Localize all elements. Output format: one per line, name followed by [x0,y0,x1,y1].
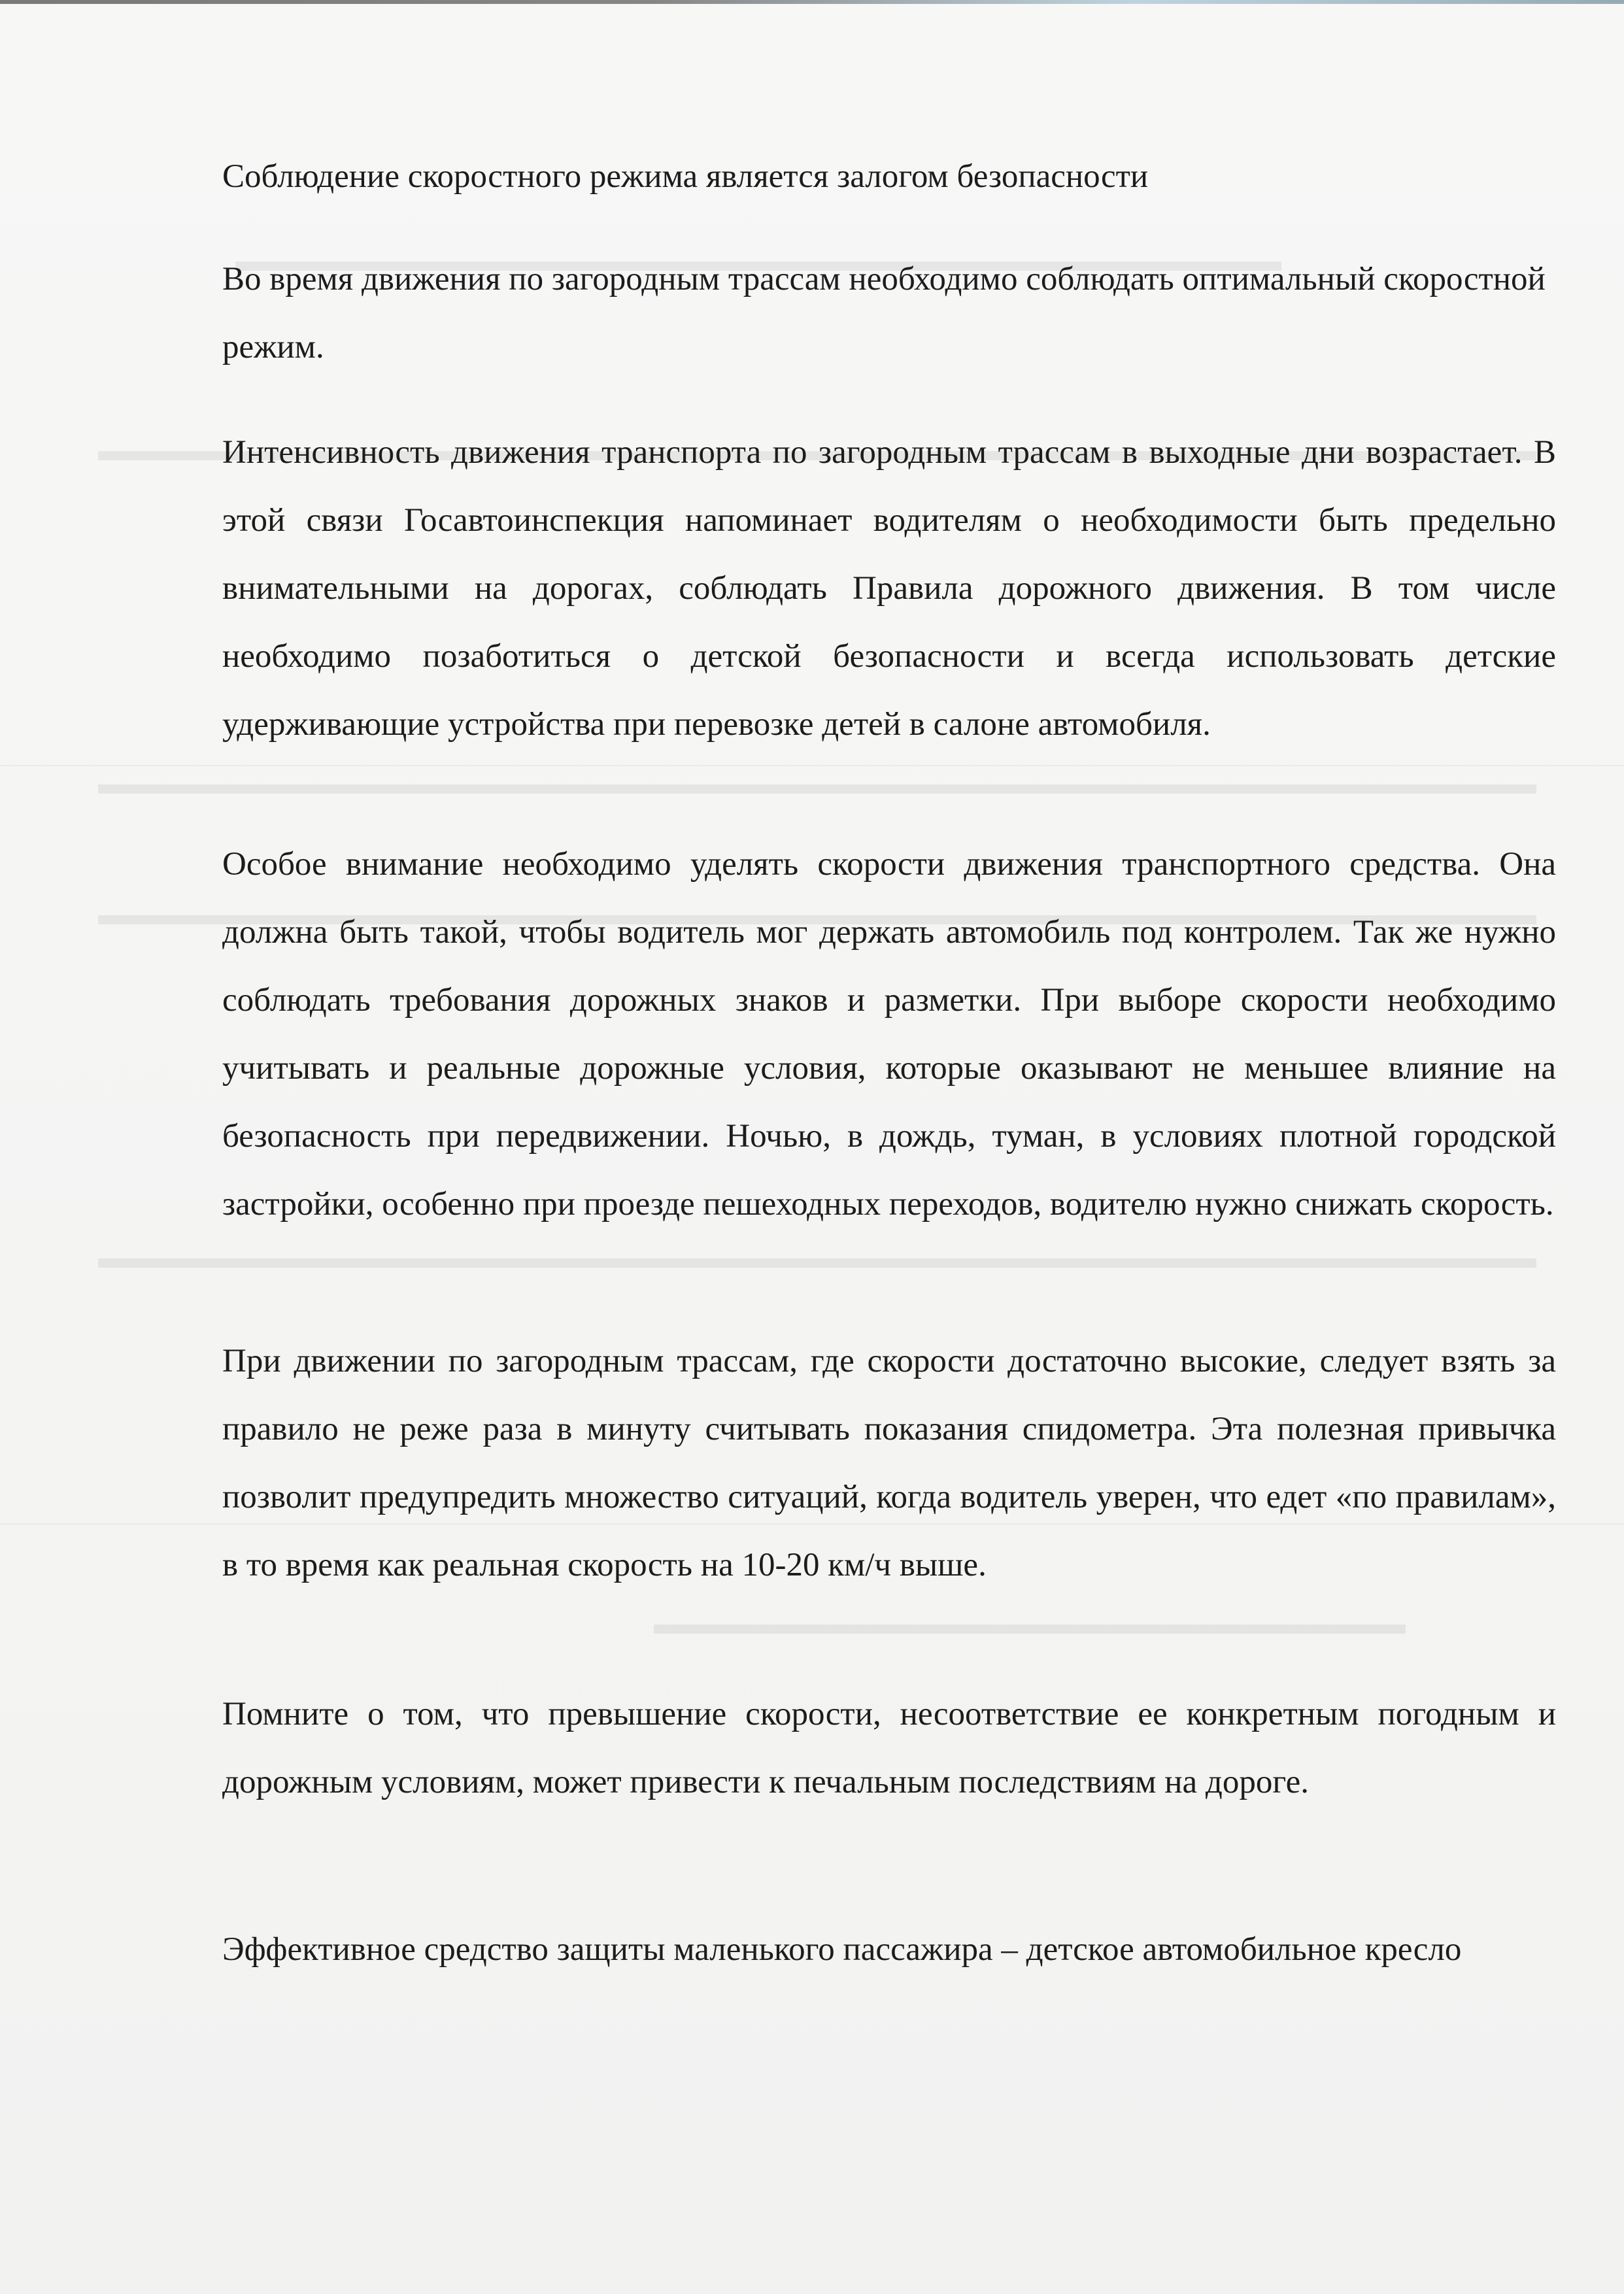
paragraph-3: Особое внимание необходимо уделять скорости движения транспортного средства. Она должна быть такой, чтобы водитель мог держать автомобиль под контролем. Так же нужно соблюдать требования дорожных знаков и разметки. При выборе скорости необходимо учитывать и реальные дорожные условия, которые оказывают не меньшее влияние на безопасность при передвижении. Ночью, в дождь, туман, в условиях плотной городской застройки, особенно при проезде пешеходных переходов, водителю нужно снижать скорость. [222,846,1556,1223]
bleed-through-mark [654,1625,1406,1634]
document-title: Соблюдение скоростного режима является залогом безопасности [222,158,1149,195]
paragraph-5: Помните о том, что превышение скорости, несоответствие ее конкретным погодным и дорожным условиям, может привести к печальным последствиям на дороге. [222,1696,1556,1800]
bleed-through-mark [98,1258,1536,1268]
paragraph-2: Интенсивность движения транспорта по загородным трассам в выходные дни возрастает. В этой связи Госавтоинспекция напоминает водителям о необходимости быть предельно внимательными на дорогах, соблюдать Правила дорожного движения. В том числе необходимо позаботиться о детской безопасности и всегда использовать детские удерживающие устройства при перевозке детей в салоне автомобиля. [222,434,1556,743]
scan-edge [0,0,1624,4]
paragraph-4: При движении по загородным трассам, где скорости достаточно высокие, следует взять за правило не реже раза в минуту считывать показания спидометра. Эта полезная привычка позволит предупредить множество ситуаций, когда водитель уверен, что едет «по правилам», в то время как реальная скорость на 10-20 км/ч выше. [222,1343,1556,1583]
fold-line [0,765,1624,766]
paragraph-6: Эффективное средство защиты маленького пассажира – детское автомобильное кресло [222,1931,1462,1968]
bleed-through-mark [98,784,1536,794]
paragraph-1: Во время движения по загородным трассам необходимо соблюдать оптимальный скоростной режим. [222,261,1546,365]
